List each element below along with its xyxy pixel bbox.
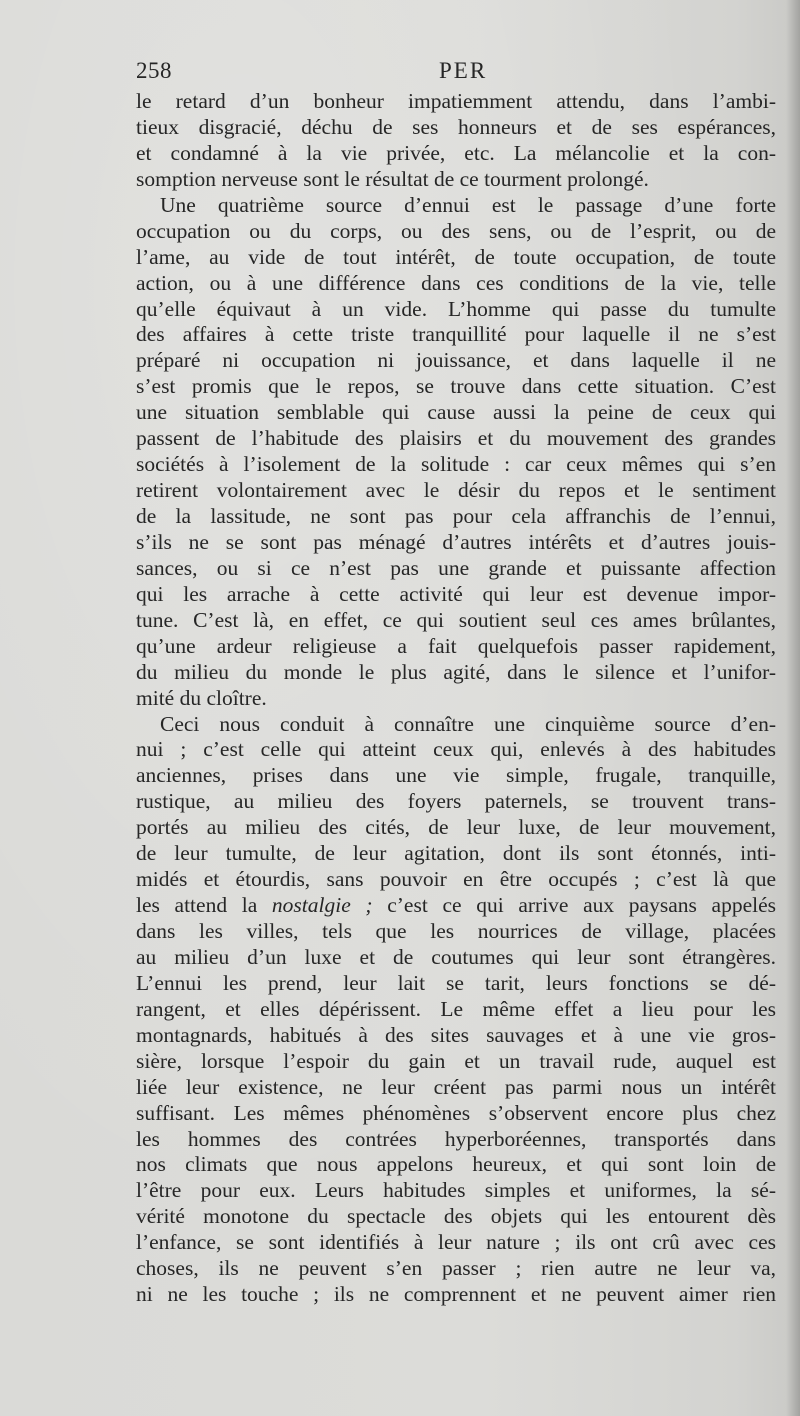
text-line: midés et étourdis, sans pouvoir en être occupés ; c’est là que	[136, 867, 776, 892]
text-line: et condamné à la vie privée, etc. La mélancolie et la con-	[136, 140, 776, 165]
text-line: occupation ou du corps, ou des sens, ou de l’esprit, ou de	[136, 218, 776, 243]
text-line: ni ne les touche ; ils ne comprennent et ne peuvent aimer rien	[136, 1282, 776, 1307]
text-line: tune. C’est là, en effet, ce qui soutient seul ces ames brûlantes,	[136, 607, 776, 632]
text-segment: les attend la	[136, 893, 272, 918]
text-line: sière, lorsque l’espoir du gain et un travail rude, auquel est	[136, 1048, 776, 1073]
body-text	[136, 89, 776, 1308]
text-line: du milieu du monde le plus agité, dans le silence et l’unifor-	[136, 659, 776, 684]
text-line: sances, ou si ce n’est pas une grande et puissante affection	[136, 555, 776, 580]
text-line: suffisant. Les mêmes phénomènes s’observent encore plus chez	[136, 1100, 776, 1125]
text-line: rangent, et elles dépérissent. Le même effet a lieu pour les	[136, 996, 776, 1021]
page-number: 258	[136, 58, 172, 83]
text-line: le retard d’un bonheur impatiemment attendu, dans l’ambi-	[136, 89, 776, 113]
text-line: portés au milieu des cités, de leur luxe, de leur mouvement,	[136, 815, 776, 840]
text-line: choses, ils ne peuvent s’en passer ; rien autre ne leur va,	[136, 1256, 776, 1281]
text-line: vérité monotone du spectacle des objets qui les entourent dès	[136, 1204, 776, 1229]
text-line: Une quatrième source d’ennui est le passage d’une forte	[160, 192, 776, 217]
running-head: PER	[439, 58, 488, 83]
text-line: une situation semblable qui cause aussi la peine de ceux qui	[136, 400, 776, 425]
text-line: nui ; c’est celle qui atteint ceux qui, enlevés à des habitudes	[136, 737, 776, 762]
text-line: anciennes, prises dans une vie simple, frugale, tranquille,	[136, 763, 776, 788]
italic-term-nostalgie: nostalgie ;	[271, 893, 373, 918]
text-line	[136, 893, 776, 919]
text-line: montagnards, habitués à des sites sauvages et à une vie gros-	[136, 1022, 776, 1047]
text-line: l’être pour eux. Leurs habitudes simples et uniformes, la sé-	[136, 1178, 776, 1203]
text-line: dans les villes, tels que les nourrices de village, placées	[136, 919, 776, 943]
text-line: s’ils ne se sont pas ménagé d’autres intérêts et d’autres jouis-	[136, 529, 776, 554]
page-header	[136, 58, 756, 88]
text-line: liée leur existence, ne leur créent pas parmi nous un intérêt	[136, 1074, 776, 1099]
text-line: l’enfance, se sont identifiés à leur nature ; ils ont crû avec ces	[136, 1230, 776, 1255]
text-line: de la lassitude, ne sont pas pour cela affranchis de l’ennui,	[136, 504, 776, 528]
text-line: les hommes des contrées hyperboréennes, transportés dans	[136, 1126, 776, 1151]
text-line: qui les arrache à cette activité qui leur est devenue impor-	[136, 581, 776, 606]
text-line: qu’elle équivaut à un vide. L’homme qui passe du tumulte	[136, 296, 776, 321]
page-edge-shadow	[786, 0, 800, 1416]
text-line: Ceci nous conduit à connaître une cinquième source d’en-	[160, 711, 776, 736]
text-line: retirent volontairement avec le désir du repos et le sentiment	[136, 478, 776, 503]
text-line: au milieu d’un luxe et de coutumes qui leur sont étrangères.	[136, 944, 776, 969]
text-line: qu’une ardeur religieuse a fait quelquefois passer rapidement,	[136, 633, 776, 658]
text-line: sociétés à l’isolement de la solitude : car ceux mêmes qui s’en	[136, 452, 776, 477]
text-line: l’ame, au vide de tout intérêt, de toute occupation, de toute	[136, 244, 776, 269]
text-segment: c’est ce qui arrive aux paysans appelés	[372, 893, 776, 918]
text-line: somption nerveuse sont le résultat de ce tourment prolongé.	[136, 166, 649, 191]
text-line: s’est promis que le repos, se trouve dans cette situation. C’est	[136, 374, 776, 399]
text-line: action, ou à une différence dans ces conditions de la vie, telle	[136, 270, 776, 295]
text-line: de leur tumulte, de leur agitation, dont ils sont étonnés, inti-	[136, 841, 776, 866]
text-line: des affaires à cette triste tranquillité pour laquelle il ne s’est	[136, 322, 776, 347]
text-line: tieux disgracié, déchu de ses honneurs et de ses espérances,	[136, 114, 776, 139]
text-line: rustique, au milieu des foyers paternels, se trouvent trans-	[136, 789, 776, 814]
text-line: mité du cloître.	[136, 685, 267, 710]
text-line: préparé ni occupation ni jouissance, et dans laquelle il ne	[136, 348, 776, 373]
text-line: passent de l’habitude des plaisirs et du mouvement des grandes	[136, 426, 776, 451]
text-line: L’ennui les prend, leur lait se tarit, leurs fonctions se dé-	[136, 970, 776, 995]
text-line: nos climats que nous appelons heureux, et qui sont loin de	[136, 1152, 776, 1177]
